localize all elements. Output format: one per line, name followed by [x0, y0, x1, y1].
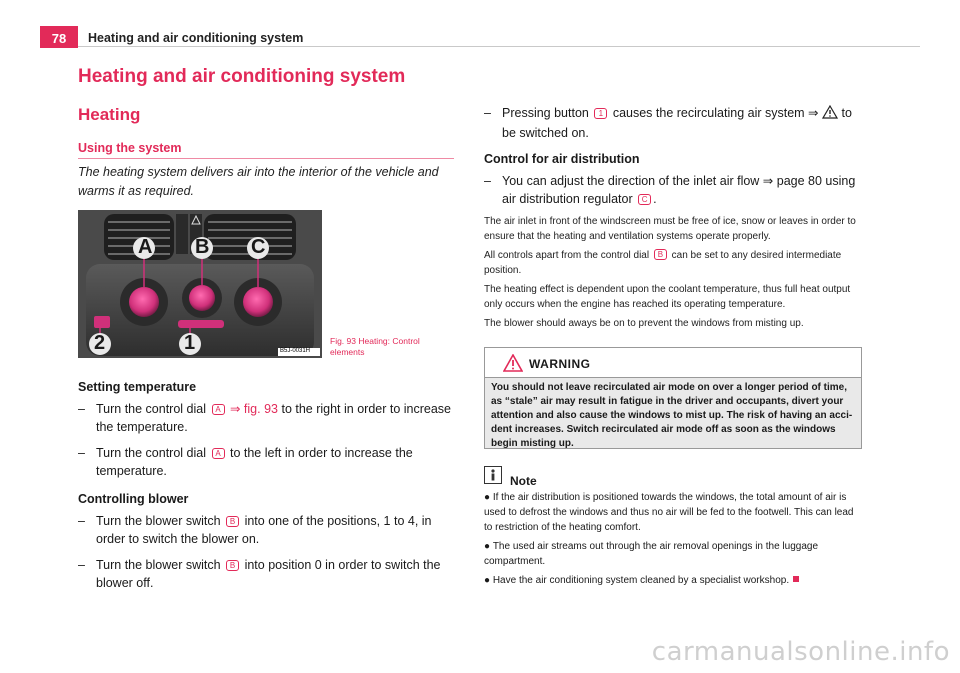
warning-title: WARNING [529, 357, 591, 371]
page-number: 78 [40, 26, 78, 48]
blower-step-2: – Turn the blower switch B into position 0 in order to switch the blower off. [78, 558, 441, 590]
list-item: ● Have the air conditioning system cleaned by a specialist workshop. [484, 573, 864, 588]
list-item: ● If the air distribution is positioned towards the windows, the total amount of air is used to defrost the windows and thus no air will be fed to the footwell. This can lead to restriction of the heating comfort. [484, 492, 854, 533]
chapter-title: Heating and air conditioning system [78, 66, 406, 87]
temperature-heading: Setting temperature [78, 380, 197, 394]
warning-text: You should not leave recirculated air mode on over a longer period of time, as “stale” air may result in fatigue in the driver and occupants, divert your attention and also cause the windows to mist up. The risk of having an accident increases. Switch recirculated air mode off as soon as the windows begin misting up. [491, 382, 853, 449]
figure-label-b: B [195, 236, 210, 258]
warning-triangle-icon [822, 105, 838, 124]
list-item: ● The used air streams out through the air removal openings in the luggage compartment. [484, 541, 819, 567]
temp-step-1: – Turn the control dial A ⇒ fig. 93 to the right in order to increase the temperature. [78, 402, 452, 434]
key-a: A [212, 448, 225, 459]
intro-text: The heating system delivers air into the interior of the vehicle and warms it as required. [78, 165, 439, 198]
fig-reference-link[interactable]: ⇒ fig. 93 [229, 402, 278, 416]
key-b: B [226, 516, 239, 527]
note-bullets [484, 490, 864, 592]
section-title: Heating [78, 105, 141, 124]
section-end-mark [793, 576, 799, 582]
key-c: C [638, 194, 651, 205]
key-a: A [212, 404, 225, 415]
figure-label-c: C [251, 236, 266, 258]
paragraph-controls: All controls apart from the control dial B can be set to any desired intermediate position. [484, 250, 842, 276]
right-column-top [484, 104, 864, 208]
distribution-step: – You can adjust the direction of the inlet air flow ⇒ page 80 using air distribution regulator C . [484, 174, 856, 206]
subsection-title: Using the system [78, 141, 182, 155]
page-header [40, 26, 920, 48]
dashboard-photo [78, 210, 322, 358]
paragraph-blower: The blower should aways be on to prevent the windows from misting up. [484, 318, 804, 329]
figure-label-a: A [138, 236, 153, 258]
key-b: B [226, 560, 239, 571]
recirc-step: – Pressing button 1 causes the recirculating air system ⇒ to be switched on. [484, 106, 852, 140]
key-1: 1 [594, 108, 607, 119]
info-paragraphs [484, 214, 864, 335]
figure-number-2: 2 [94, 332, 106, 354]
note-title: Note [510, 474, 537, 488]
blower-heading: Controlling blower [78, 492, 189, 506]
subsection-divider [78, 158, 454, 159]
paragraph-heating-effect: The heating effect is dependent upon the coolant temperature, thus full heat output only occurs when the engine has reached its operating temperature. [484, 284, 851, 310]
paragraph-air-inlet: The air inlet in front of the windscreen must be free of ice, snow or leaves in order to ensure that the heating and ventilation systems operate properly. [484, 216, 856, 242]
figure-caption: Fig. 93 Heating: Control elements [330, 336, 420, 357]
watermark: carmanualsonline.info [651, 637, 950, 667]
figure-number-1: 1 [184, 332, 196, 354]
temp-step-2: – Turn the control dial A to the left in order to increase the temperature. [78, 446, 413, 478]
header-divider [78, 46, 920, 47]
warning-icon [503, 354, 523, 377]
distribution-heading: Control for air distribution [484, 152, 640, 166]
key-b: B [654, 249, 667, 260]
warning-box [484, 347, 862, 449]
temperature-section [78, 378, 460, 592]
note-info-icon [484, 466, 502, 484]
running-title: Heating and air conditioning system [88, 31, 304, 45]
figure-code: B5J-0031H [280, 348, 311, 354]
heating-controls-figure [78, 210, 322, 358]
blower-step-1: – Turn the blower switch B into one of the positions, 1 to 4, in order to switch the blower on. [78, 514, 432, 546]
